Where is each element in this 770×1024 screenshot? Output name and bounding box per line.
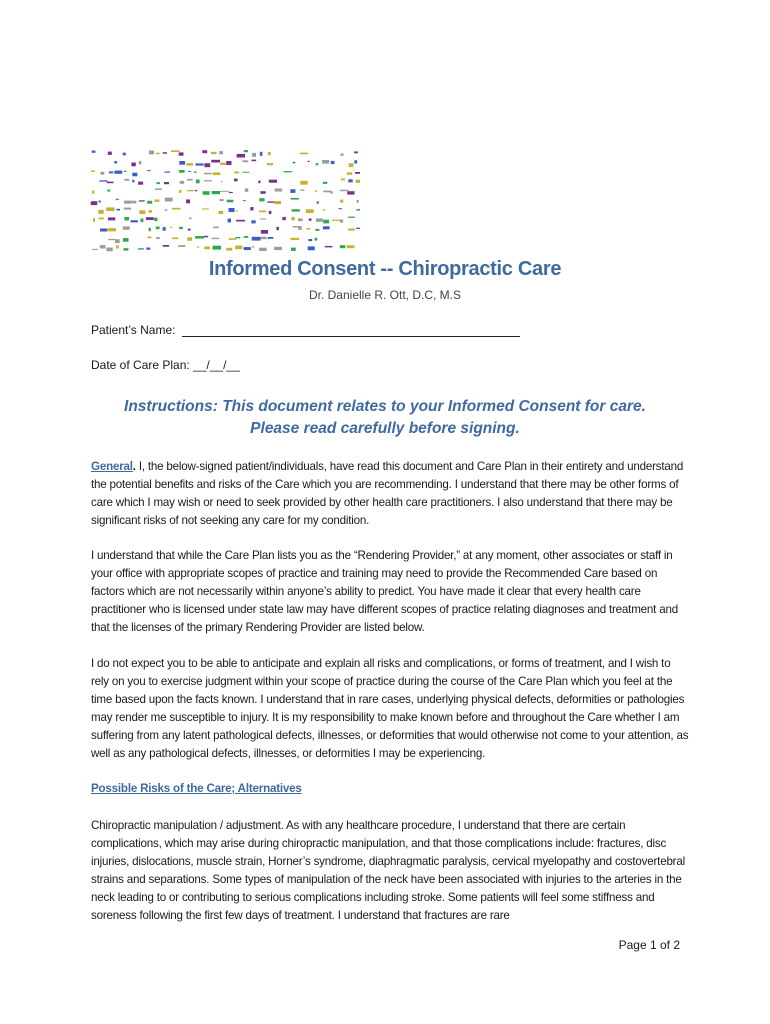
logo-fragment bbox=[340, 190, 348, 192]
logo-fragment bbox=[252, 160, 257, 162]
logo-fragment bbox=[220, 163, 226, 165]
logo-fragment bbox=[124, 179, 129, 181]
logo-fragment bbox=[179, 152, 184, 155]
logo-fragment bbox=[298, 226, 302, 230]
logo-fragment bbox=[349, 163, 354, 167]
logo-fragment bbox=[91, 201, 98, 205]
expectations-paragraph: I do not expect you to be able to anticipate and explain all risks and complications, or forms of treatment, and I wish to rely on you to exercise judgment within your scope of practice during the course of the Care Plan which you feel at the time based upon the facts known. I understand that in rare cases, underlying physical defects, deformities or pathologies may render me susceptible to injury. It is my responsibility to make known before and throughout the Care whether I am suffering from any latent pathological defects, illnesses, or deformities that would otherwise not come to your attention, as well as any pathological defects, illnesses, or deformities I may be experiencing. bbox=[91, 657, 689, 760]
logo-fragment bbox=[317, 201, 319, 203]
logo-fragment bbox=[340, 200, 343, 203]
logo-fragment bbox=[250, 207, 253, 210]
logo-fragment bbox=[132, 201, 137, 204]
logo-fragment bbox=[347, 245, 355, 248]
logo-fragment bbox=[194, 172, 197, 173]
logo-fragment bbox=[212, 191, 220, 194]
logo-fragment bbox=[124, 208, 131, 210]
logo-fragment bbox=[213, 246, 222, 250]
logo-fragment bbox=[220, 191, 229, 192]
logo-fragment bbox=[261, 230, 268, 234]
logo-fragment bbox=[114, 161, 117, 163]
logo-fragment bbox=[341, 179, 345, 181]
logo-fragment bbox=[306, 228, 310, 230]
logo-fragment bbox=[300, 189, 304, 190]
document-title: Informed Consent -- Chiropractic Care bbox=[208, 258, 562, 280]
logo-fragment bbox=[259, 198, 264, 201]
logo-fragment bbox=[229, 238, 237, 240]
general-paragraph bbox=[91, 458, 691, 530]
logo-fragment bbox=[219, 211, 224, 214]
logo-fragment bbox=[292, 209, 300, 211]
logo-fragment bbox=[243, 160, 249, 162]
logo-fragment bbox=[213, 172, 220, 175]
logo-fragment bbox=[284, 171, 293, 172]
logo-fragment bbox=[341, 153, 344, 156]
risks-heading-line bbox=[91, 780, 691, 798]
logo-fragment bbox=[204, 236, 208, 238]
logo-fragment bbox=[203, 191, 210, 195]
logo-fragment bbox=[300, 153, 308, 155]
logo-fragment bbox=[155, 188, 162, 190]
logo-fragment bbox=[236, 210, 238, 211]
logo-fragment bbox=[123, 226, 130, 229]
logo-fragment bbox=[355, 172, 360, 174]
logo-fragment bbox=[243, 200, 246, 201]
logo-fragment bbox=[315, 238, 318, 241]
logo-fragment bbox=[108, 228, 117, 231]
logo-fragment bbox=[146, 217, 154, 220]
logo-fragment bbox=[325, 246, 333, 248]
logo-fragment bbox=[282, 217, 285, 220]
logo-fragment bbox=[259, 248, 267, 251]
logo-fragment bbox=[291, 198, 299, 200]
logo-fragment bbox=[179, 161, 185, 165]
logo-fragment bbox=[323, 209, 326, 210]
logo-fragment bbox=[260, 152, 263, 156]
logo-fragment bbox=[234, 172, 239, 174]
logo-fragment bbox=[332, 220, 340, 221]
logo-fragment bbox=[290, 189, 295, 193]
logo-fragment bbox=[213, 227, 219, 229]
logo-fragment bbox=[300, 181, 307, 185]
logo-fragment bbox=[315, 190, 317, 192]
instructions bbox=[0, 396, 770, 440]
logo-fragment bbox=[196, 180, 200, 184]
logo-fragment bbox=[323, 226, 330, 229]
logo-fragment bbox=[251, 220, 255, 223]
logo-fragment bbox=[124, 201, 131, 204]
logo-fragment bbox=[348, 229, 355, 231]
general-heading-dot: . bbox=[132, 460, 136, 473]
logo-fragment bbox=[106, 248, 112, 252]
logo-fragment bbox=[260, 191, 265, 194]
logo-fragment bbox=[188, 229, 191, 231]
logo-fragment bbox=[107, 190, 110, 192]
patient-name-label: Patient’s Name: bbox=[91, 323, 176, 337]
logo-fragment bbox=[220, 200, 224, 201]
logo-fragment bbox=[92, 151, 96, 153]
care-plan-date-field[interactable] bbox=[91, 358, 240, 372]
patient-name-field[interactable] bbox=[91, 323, 520, 337]
logo-fragment bbox=[260, 237, 266, 240]
logo-fragment bbox=[308, 161, 310, 162]
logo-fragment bbox=[186, 199, 190, 203]
logo-fragment bbox=[131, 220, 138, 222]
logo-fragment bbox=[258, 181, 260, 184]
logo-fragment bbox=[148, 210, 152, 213]
logo-fragment bbox=[331, 161, 335, 164]
logo-fragment bbox=[269, 211, 272, 214]
logo-fragment bbox=[236, 220, 245, 222]
logo-fragment bbox=[165, 210, 168, 211]
logo-fragment bbox=[226, 161, 231, 165]
logo-fragment bbox=[100, 229, 107, 232]
logo-fragment bbox=[156, 182, 160, 184]
logo-fragment bbox=[148, 237, 152, 239]
logo-fragment bbox=[116, 199, 119, 200]
logo-fragment bbox=[309, 218, 312, 220]
logo-fragment bbox=[195, 163, 203, 165]
logo-fragment bbox=[163, 152, 167, 154]
logo-fragment bbox=[178, 245, 185, 247]
doctor-name: Dr. Danielle R. Ott, D.C, M.S bbox=[308, 288, 462, 302]
logo-fragment bbox=[138, 248, 144, 249]
logo-fragment bbox=[187, 179, 193, 181]
logo-fragment bbox=[260, 218, 266, 219]
logo-fragment bbox=[98, 218, 104, 220]
logo-fragment bbox=[123, 238, 129, 242]
logo-fragment bbox=[339, 208, 342, 209]
logo-fragment bbox=[163, 245, 169, 247]
logo-fragment bbox=[229, 192, 233, 193]
logo-fragment bbox=[123, 153, 126, 156]
logo-fragment bbox=[146, 248, 150, 250]
logo-fragment bbox=[172, 238, 178, 240]
logo-fragment bbox=[170, 227, 172, 228]
logo-fragment bbox=[242, 172, 249, 173]
patient-name-line[interactable] bbox=[182, 324, 520, 337]
logo-fragment bbox=[221, 181, 223, 182]
practice-logo bbox=[90, 150, 360, 258]
logo-fragment bbox=[197, 246, 199, 247]
logo-fragment bbox=[116, 245, 119, 248]
logo-fragment bbox=[308, 239, 312, 241]
logo-fragment bbox=[202, 208, 209, 209]
logo-fragment bbox=[252, 153, 256, 157]
logo-fragment bbox=[195, 190, 198, 191]
logo-fragment bbox=[164, 182, 169, 184]
manipulation-paragraph: Chiropractic manipulation / adjustment. As with any healthcare procedure, I understand that there are certain complications, which may arise during chiropractic manipulation, and that those complications include: fractures, disc injuries, dislocations, muscle strain, Horner’s syndrome, diaphragmatic paralysis, cervical myelopathy and costovertebral strains and separations. Some types of manipulation of the neck have been associated with injuries to the arteries in the neck leading to or contributing to serious complications including stroke. Some patients will feel some stiffness and soreness following the first few days of treatment. I understand that fractures are rare bbox=[91, 819, 685, 922]
logo-fragment bbox=[347, 191, 354, 194]
risks-heading: Possible Risks of the Care; Alternatives bbox=[91, 782, 302, 795]
logo-fragment bbox=[269, 180, 277, 183]
logo-fragment bbox=[106, 207, 114, 211]
logo-fragment bbox=[275, 189, 283, 192]
logo-fragment bbox=[235, 237, 240, 238]
logo-fragment bbox=[245, 188, 249, 191]
logo-fragment bbox=[354, 151, 358, 153]
logo-fragment bbox=[204, 173, 212, 175]
logo-fragment bbox=[139, 161, 142, 165]
logo-fragment bbox=[141, 219, 144, 223]
logo-fragment bbox=[156, 227, 160, 230]
logo-fragment bbox=[139, 200, 145, 201]
logo-fragment bbox=[348, 179, 352, 182]
logo-fragment bbox=[179, 227, 183, 229]
logo-fragment bbox=[322, 160, 329, 164]
logo-fragment bbox=[189, 218, 192, 220]
care-plan-date-label: Date of Care Plan: __/__/__ bbox=[91, 358, 240, 372]
logo-fragment bbox=[347, 172, 352, 175]
logo-fragment bbox=[267, 163, 273, 165]
logo-fragment bbox=[163, 227, 166, 231]
logo-fragment bbox=[156, 237, 160, 239]
logo-fragment bbox=[274, 247, 282, 250]
logo-fragment bbox=[188, 171, 191, 172]
logo-fragment bbox=[276, 227, 279, 230]
logo-fragment bbox=[357, 200, 359, 203]
logo-fragment bbox=[98, 210, 103, 214]
logo-fragment bbox=[316, 163, 319, 165]
logo-fragment bbox=[124, 248, 129, 250]
provider-paragraph: I understand that while the Care Plan lists you as the “Rendering Provider,” at any moment, other associates or staff in your office with appropriate scopes of practice and training may need to provide the Recommended Care based on factors which are not necessarily within anyone’s ability to predict. You have made it clear that every health care practitioner who is licensed under state law may have different scopes of practice relating diagnoses and treatment and that the licenses of the primary Rendering Provider are listed below. bbox=[91, 549, 678, 634]
logo-fragment bbox=[107, 182, 114, 184]
logo-fragment bbox=[115, 239, 120, 243]
logo-fragment bbox=[323, 220, 329, 224]
logo-fragment bbox=[340, 245, 346, 248]
logo-fragment bbox=[354, 160, 357, 163]
logo-fragment bbox=[100, 172, 104, 175]
page-number: Page 1 of 2 bbox=[618, 938, 680, 952]
logo-fragment bbox=[179, 170, 185, 173]
logo-fragment bbox=[124, 217, 129, 220]
logo-fragment bbox=[348, 217, 355, 218]
logo-fragment bbox=[356, 180, 360, 183]
logo-fragment bbox=[154, 218, 157, 222]
logo-fragment bbox=[244, 150, 248, 152]
logo-fragment bbox=[109, 171, 113, 173]
logo-fragment bbox=[298, 218, 303, 221]
logo-fragment bbox=[316, 218, 323, 221]
logo-fragment bbox=[149, 228, 151, 232]
logo-fragment bbox=[155, 200, 160, 202]
logo-fragment bbox=[149, 151, 154, 155]
logo-fragment bbox=[139, 210, 145, 214]
logo-fragment bbox=[212, 238, 220, 239]
logo-fragment bbox=[99, 180, 107, 181]
logo-fragment bbox=[259, 211, 266, 213]
logo-fragment bbox=[202, 150, 207, 153]
logo-fragment bbox=[219, 151, 223, 154]
logo-fragment bbox=[226, 248, 232, 251]
logo-fragment bbox=[204, 163, 210, 167]
logo-fragment bbox=[131, 163, 135, 167]
logo-fragment bbox=[274, 201, 281, 204]
logo-fragment bbox=[147, 201, 152, 204]
logo-fragment bbox=[290, 238, 299, 240]
logo-fragment bbox=[147, 170, 151, 171]
logo-fragment bbox=[356, 228, 360, 229]
logo-fragment bbox=[315, 229, 319, 231]
logo-fragment bbox=[108, 152, 112, 155]
general-text: I, the below-signed patient/individuals, have read this document and Care Plan in their entirety and understand the potential benefits and risks of the Care which you are recommending. I understand that there may be other forms of care which I may wish or need to seek provided by other health care practitioners. I also understand that there may be significant risks of not seeking any care for my condition. bbox=[91, 460, 684, 527]
logo-fragment bbox=[165, 198, 173, 202]
logo-fragment bbox=[108, 239, 116, 240]
logo-fragment bbox=[293, 162, 296, 164]
logo-fragment bbox=[234, 179, 238, 182]
general-heading: General bbox=[91, 460, 133, 473]
logo-fragment bbox=[92, 190, 94, 193]
logo-fragment bbox=[235, 246, 242, 250]
logo-fragment bbox=[211, 152, 217, 154]
logo-fragment bbox=[108, 217, 115, 220]
logo-fragment bbox=[252, 246, 254, 248]
logo-fragment bbox=[330, 191, 333, 193]
logo-fragment bbox=[172, 208, 181, 210]
logo-fragment bbox=[229, 208, 235, 212]
logo-fragment bbox=[211, 160, 220, 163]
logo-fragment bbox=[116, 209, 120, 211]
logo-fragment bbox=[92, 249, 98, 250]
logo-fragment bbox=[237, 154, 246, 158]
logo-fragment bbox=[132, 180, 134, 183]
logo-fragment bbox=[244, 236, 249, 238]
logo-fragment bbox=[100, 245, 106, 248]
logo-fragment bbox=[186, 163, 193, 166]
logo-fragment bbox=[291, 248, 296, 251]
logo-fragment bbox=[268, 152, 271, 155]
logo-fragment bbox=[114, 171, 122, 174]
logo-fragment bbox=[179, 190, 182, 193]
instructions-line-2: Please read carefully before signing. bbox=[250, 420, 520, 437]
logo-fragment bbox=[187, 190, 193, 191]
logo-fragment bbox=[91, 170, 95, 172]
logo-fragment bbox=[187, 237, 192, 241]
logo-fragment bbox=[195, 236, 204, 239]
logo-fragment bbox=[164, 172, 170, 173]
logo-fragment bbox=[306, 209, 314, 213]
logo-fragment bbox=[93, 218, 95, 222]
logo-fragment bbox=[340, 220, 343, 223]
logo-fragment bbox=[204, 247, 210, 250]
logo-fragment bbox=[171, 150, 180, 152]
logo-fragment bbox=[252, 237, 261, 241]
logo-fragment bbox=[227, 200, 234, 203]
logo-fragment bbox=[323, 191, 331, 193]
logo-fragment bbox=[244, 247, 251, 250]
logo-fragment bbox=[138, 182, 143, 185]
instructions-line-1: Instructions: This document relates to your Informed Consent for care. bbox=[124, 398, 646, 415]
logo-fragment bbox=[228, 219, 231, 223]
logo-fragment bbox=[156, 153, 160, 155]
logo-fragment bbox=[180, 181, 184, 184]
logo-fragment bbox=[323, 182, 327, 184]
logo-fragment bbox=[99, 201, 101, 203]
logo-fragment bbox=[356, 209, 360, 210]
logo-fragment bbox=[124, 171, 127, 172]
logo-fragment bbox=[204, 180, 212, 181]
logo-fragment bbox=[268, 237, 274, 239]
logo-fragment bbox=[132, 173, 137, 177]
logo-fragment bbox=[308, 246, 315, 250]
logo-fragment bbox=[292, 217, 295, 220]
